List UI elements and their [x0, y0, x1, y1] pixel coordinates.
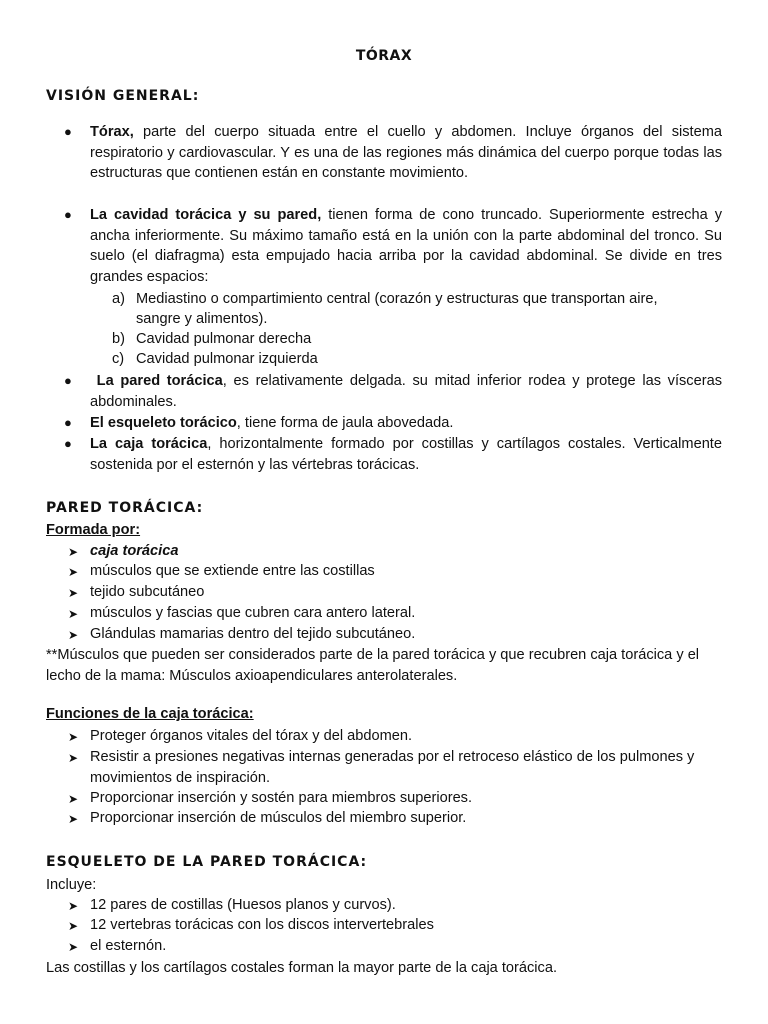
bullet-caja [90, 434, 722, 475]
sub-text: Mediastino o compartimiento central (corazón y estructuras que transportan aire, [136, 291, 658, 307]
arrow-bullet-icon: ➤ [68, 919, 79, 933]
arrow-bullet-icon: ➤ [68, 628, 79, 642]
bullet-text: , horizontalmente formado por costillas y cartílagos costales. Verticalmente sostenida por el esternón y las vértebras torácicas. [90, 436, 722, 473]
bullet-cavidad [90, 205, 722, 287]
bullet-text: , tiene forma de jaula abovedada. [236, 415, 454, 431]
arrow-bullet-icon: ➤ [68, 812, 79, 826]
arrow-bullet-icon: ➤ [68, 751, 79, 765]
bold-term: La pared torácica [96, 373, 223, 389]
sub-item-a-cont: sangre y alimentos). [136, 311, 268, 327]
formada-por-heading: Formada por: [46, 522, 141, 538]
bullet-text: tienen forma de cono truncado. Superiormente estrecha y ancha inferiormente. Su máximo tamaño está en la unión con la parte abdominal del tronco. Su suelo (el diafragma) esta empujado hacia arriba por la cavidad abdominal. Se divide en tres grandes espacios: [90, 207, 722, 285]
list-item-text: caja torácica [90, 543, 179, 559]
sub-item-a [112, 289, 658, 309]
sub-item-c [112, 349, 318, 369]
sub-label: c) [112, 351, 125, 367]
arrow-bullet-icon: ➤ [68, 730, 79, 744]
sub-label: b) [112, 331, 125, 347]
bold-term: La cavidad torácica y su pared, [90, 207, 322, 223]
bold-term: El esqueleto torácico [90, 415, 237, 431]
incluye-label: Incluye: [46, 877, 97, 893]
arrow-bullet-icon: ➤ [68, 940, 79, 954]
list-item [90, 541, 722, 562]
section-heading-vision: VISIÓN GENERAL: [46, 88, 200, 104]
arrow-bullet-icon: ➤ [68, 586, 79, 600]
bullet-dot: ● [64, 373, 72, 388]
bullet-dot: ● [64, 207, 72, 222]
bullet-text: , es relativamente delgada. su mitad inferior rodea y protege las vísceras abdominales. [90, 373, 722, 410]
list-item: Proporcionar inserción y sostén para miembros superiores. [90, 790, 473, 806]
sub-text: Cavidad pulmonar izquierda [136, 351, 318, 367]
bullet-dot: ● [64, 415, 72, 430]
bold-term: La caja torácica [90, 436, 208, 452]
funciones-heading: Funciones de la caja torácica: [46, 706, 254, 722]
bullet-pared [90, 371, 722, 412]
bullet-text: parte del cuerpo situada entre el cuello y abdomen. Incluye órganos del sistema respiratorio y cardiovascular. Y es una de las regiones más dinámica del cuerpo porque todas las estructuras que contienen están en constante movimiento. [90, 124, 722, 181]
list-item: músculos que se extiende entre las costillas [90, 563, 375, 579]
list-item: 12 vertebras torácicas con los discos intervertebrales [90, 917, 434, 933]
section-heading-pared: PARED TORÁCICA: [46, 500, 204, 516]
list-item: Glándulas mamarias dentro del tejido subcutáneo. [90, 626, 416, 642]
bullet-dot: ● [64, 124, 72, 139]
list-item: 12 pares de costillas (Huesos planos y curvos). [90, 897, 396, 913]
list-item: Proteger órganos vitales del tórax y del abdomen. [90, 728, 413, 744]
bullet-dot: ● [64, 436, 72, 451]
list-item: el esternón. [90, 938, 167, 954]
arrow-bullet-icon: ➤ [68, 899, 79, 913]
bold-term: Tórax, [90, 124, 134, 140]
closing-paragraph: Las costillas y los cartílagos costales forman la mayor parte de la caja torácica. [46, 960, 558, 976]
sub-label: a) [112, 291, 125, 307]
list-item: Proporcionar inserción de músculos del miembro superior. [90, 810, 467, 826]
list-item: músculos y fascias que cubren cara antero lateral. [90, 605, 416, 621]
sub-item-b [112, 329, 311, 349]
arrow-bullet-icon: ➤ [68, 545, 79, 559]
arrow-bullet-icon: ➤ [68, 565, 79, 579]
section-heading-esqueleto: ESQUELETO DE LA PARED TORÁCICA: [46, 854, 368, 870]
bullet-torax [90, 122, 722, 184]
bullet-esqueleto [90, 413, 722, 434]
list-item: Resistir a presiones negativas internas generadas por el retroceso elástico de los pulmones y movimientos de inspiración. [90, 749, 695, 786]
arrow-bullet-icon: ➤ [68, 792, 79, 806]
page-title: TÓRAX [355, 48, 413, 64]
sub-text: Cavidad pulmonar derecha [136, 331, 312, 347]
arrow-bullet-icon: ➤ [68, 607, 79, 621]
note-paragraph: **Músculos que pueden ser considerados parte de la pared torácica y que recubren caja torácica y el lecho de la mama: Músculos axioapendiculares anterolaterales. [46, 647, 700, 684]
list-item: tejido subcutáneo [90, 584, 205, 600]
